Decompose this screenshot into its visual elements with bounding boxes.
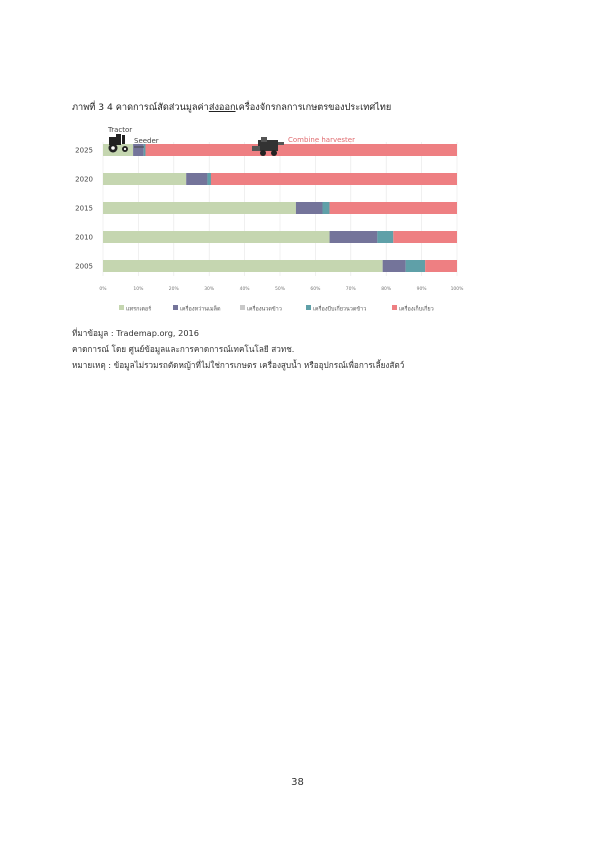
x-tick-label: 40% (239, 287, 250, 292)
annotation-combine-harvester: Combine harvester (288, 136, 355, 144)
legend-swatch (240, 305, 245, 310)
x-tick-label: 90% (416, 287, 427, 292)
bar-segment (322, 202, 329, 214)
stacked-bar-chart (0, 0, 595, 330)
bar-segment (144, 144, 146, 156)
category-label: 2020 (75, 175, 93, 184)
legend-swatch (306, 305, 311, 310)
note-line: หมายเหตุ : ข้อมูลไม่รวมรถตัดหญ้าที่ไม่ใช่การเกษตร เครื่องสูบน้ำ หรืออุปกรณ์เพื่อการเลี้ยงสัตว์ (72, 360, 405, 370)
legend-label: เครื่องหว่านเมล็ด (180, 306, 221, 313)
bar-segment (296, 202, 323, 214)
source-line: ที่มาข้อมูล : Trademap.org, 2016 (72, 328, 199, 338)
bar-segment (330, 202, 457, 214)
forecast-line: คาดการณ์ โดย ศูนย์ข้อมูลและการคาดการณ์เทคโนโลยี สวทช. (72, 344, 295, 354)
bar-segment (406, 260, 425, 272)
bar-segment (330, 231, 378, 243)
x-tick-label: 100% (450, 287, 464, 292)
x-tick-label: 10% (133, 287, 144, 292)
bar-segment (145, 144, 457, 156)
legend-label: เครื่องบีบเกี่ยวนวดข้าว (313, 306, 367, 313)
annotation-seeder: Seeder (134, 137, 159, 145)
bar-segment (207, 173, 211, 185)
legend-swatch (392, 305, 397, 310)
bar-segment (133, 144, 144, 156)
caption-prefix: ภาพที่ 3 4 คาดการณ์สัดส่วนมูลค่า (72, 102, 209, 113)
bar-segment (186, 173, 207, 185)
category-label: 2005 (75, 262, 93, 271)
legend-swatch (119, 305, 124, 310)
page-number: 38 (291, 777, 304, 788)
x-tick-label: 50% (274, 287, 286, 292)
x-tick-label: 80% (381, 287, 392, 292)
caption-suffix: เครื่องจักรกลการเกษตรของประเทศไทย (235, 102, 392, 113)
category-label: 2015 (75, 204, 93, 213)
x-tick-label: 60% (310, 287, 321, 292)
bar-segment (425, 260, 457, 272)
x-tick-label: 70% (345, 287, 356, 292)
bar-segment (211, 173, 457, 185)
bar-segment (377, 231, 393, 243)
bar-segment (103, 144, 133, 156)
category-label: 2025 (75, 146, 93, 155)
bar-segment (103, 260, 383, 272)
bar-segment (393, 231, 457, 243)
x-tick-label: 20% (168, 287, 179, 292)
category-label: 2010 (75, 233, 93, 242)
legend-label: เครื่องนวดข้าว (247, 306, 282, 313)
bar-segment (383, 260, 406, 272)
caption-underlined: ส่งออก (208, 102, 236, 113)
legend-label: แทรกเตอร์ (126, 306, 152, 313)
x-tick-label: 0% (99, 287, 107, 292)
legend-swatch (173, 305, 178, 310)
bar-segment (103, 231, 330, 243)
x-tick-label: 30% (204, 287, 215, 292)
annotation-tractor: Tractor (108, 126, 133, 134)
bar-segment (103, 202, 296, 214)
legend-label: เครื่องเก็บเกี่ยว (399, 306, 434, 313)
bar-segment (103, 173, 186, 185)
